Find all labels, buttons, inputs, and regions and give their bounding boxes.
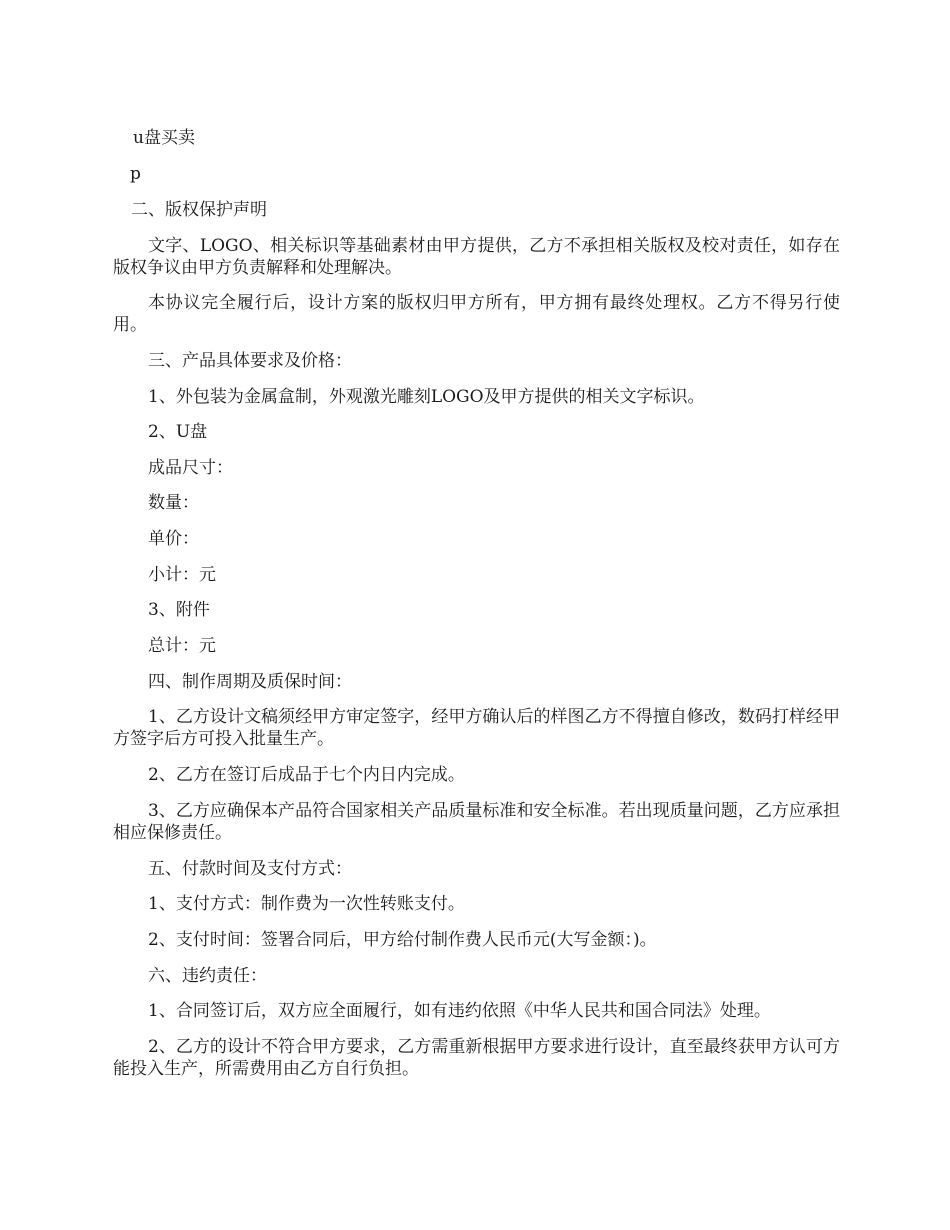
product-size-label: 成品尺寸： [148, 458, 233, 478]
section-4-item-3: 3、乙方应确保本产品符合国家相关产品质量标准和安全标准。若出现质量问题，乙方应承担相应保修责任。 [113, 801, 840, 843]
subtotal-label: 小计：元 [148, 565, 216, 585]
section-3-item-1: 1、外包装为金属盒制，外观激光雕刻LOGO及甲方提供的相关文字标识。 [148, 387, 705, 407]
section-6-item-2: 2、乙方的设计不符合甲方要求，乙方需重新根据甲方要求进行设计，直至最终获甲方认可方能投入生产，所需费用由乙方自行负担。 [113, 1037, 840, 1079]
section-3-heading: 三、产品具体要求及价格： [148, 351, 352, 371]
section-4-heading: 四、制作周期及质保时间： [148, 672, 352, 692]
section-2-paragraph-1: 文字、LOGO、相关标识等基础素材由甲方提供，乙方不承担相关版权及校对责任，如存在版权争议由甲方负责解释和处理解决。 [113, 236, 840, 278]
section-3-item-2: 2、U盘 [148, 422, 208, 442]
section-6-item-1: 1、合同签订后，双方应全面履行，如有违约依照《中华人民共和国合同法》处理。 [148, 1001, 771, 1021]
p-marker: p [130, 164, 141, 184]
unit-price-label: 单价： [148, 529, 199, 549]
section-3-item-3: 3、附件 [148, 600, 210, 620]
total-label: 总计：元 [148, 636, 216, 656]
section-6-heading: 六、违约责任： [148, 966, 267, 986]
quantity-label: 数量： [148, 493, 199, 513]
section-5-heading: 五、付款时间及支付方式： [148, 859, 352, 879]
section-4-item-1: 1、乙方设计文稿须经甲方审定签字，经甲方确认后的样图乙方不得擅自修改，数码打样经甲方签字后方可投入批量生产。 [113, 707, 840, 749]
section-5-item-2: 2、支付时间：签署合同后，甲方给付制作费人民币元(大写金额：)。 [148, 930, 657, 950]
section-4-item-2: 2、乙方在签订后成品于七个内日内完成。 [148, 765, 465, 785]
section-2-paragraph-2: 本协议完全履行后，设计方案的版权归甲方所有，甲方拥有最终处理权。乙方不得另行使用。 [113, 293, 840, 335]
section-5-item-1: 1、支付方式：制作费为一次性转账支付。 [148, 894, 465, 914]
document-title: u盘买卖 [133, 128, 195, 148]
section-2-heading: 二、版权保护声明 [131, 200, 267, 220]
